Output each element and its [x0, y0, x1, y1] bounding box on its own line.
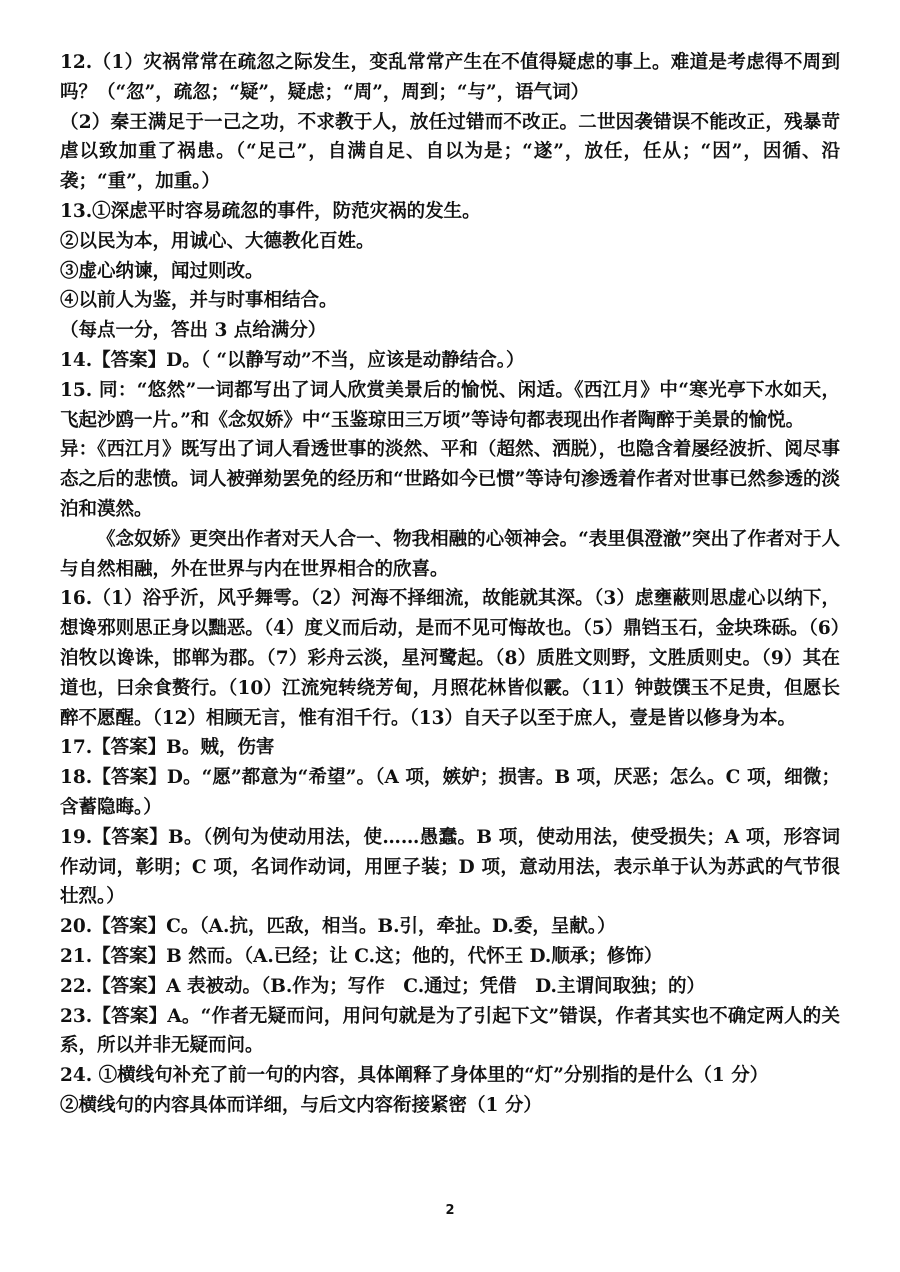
page-number: 2: [445, 1203, 455, 1218]
answer-24-point-1: 24. ①横线句补充了前一句的内容，具体阐释了身体里的“灯”分别指的是什么（1 分）: [60, 1065, 769, 1087]
answer-17: 17.【答案】B。贼，伤害: [60, 737, 275, 759]
answer-13-point-4: ④以前人为鉴，并与时事相结合。: [60, 290, 338, 312]
answer-13-point-2: ②以民为本，用诚心、大德教化百姓。: [60, 230, 375, 252]
answer-15-difference: 异：《西江月》既写出了词人看透世事的淡然、平和（超然、洒脱），也隐含着屡经波折、阅尽事态之后的悲愤。词人被弹劾罢免的经历和“世路如今已惯”等诗句渗透着作者对世事已然参透的淡泊和漠然。: [60, 439, 840, 520]
answer-16: 16.（1）浴乎沂，风乎舞雩。（2）河海不择细流，故能就其深。（3）虑壅蔽则思虚心以纳下，想谗邪则思正身以黜恶。（4）度义而后动，是而不见可悔故也。（5）鼎铛玉石，金块珠砾。（6）洎牧以谗诛，邯郸为郡。（7）彩舟云淡，星河鹭起。（8）质胜文则野，文胜质则史。（9）其在道也，曰余食赘行。（10）江流宛转绕芳甸，月照花林皆似霰。（11）钟鼓馔玉不足贵，但愿长醉不愿醒。（12）相顾无言，惟有泪千行。（13）自天子以至于庶人，壹是皆以修身为本。: [60, 588, 840, 729]
answer-19: 19.【答案】B。（例句为使动用法，使……愚蠢。B 项，使动用法，使受损失；A 项，形容词作动词，彰明；C 项，名词作动词，用匣子装；D 项，意动用法，表示单于认为苏武的气节很壮烈。）: [60, 826, 840, 908]
answer-13-point-1: 13.①深虑平时容易疏忽的事件，防范灾祸的发生。: [60, 200, 481, 222]
answer-20: 20.【答案】C。（A.抗，匹敌，相当。B.引，牵扯。D.委，呈献。）: [60, 916, 616, 938]
answer-12-part-1: 12.（1）灾祸常常在疏忽之际发生，变乱常常产生在不值得疑虑的事上。难道是考虑得不周到吗？（“忽”，疏忽；“疑”，疑虑；“周”，周到；“与”，语气词）: [60, 52, 840, 103]
answer-21: 21.【答案】B 然而。（A.已经；让 C.这；他的，代怀王 D.顺承；修饰）: [60, 945, 663, 967]
answer-23: 23.【答案】A。“作者无疑而问，用问句就是为了引起下文”错误，作者其实也不确定两人的关系，所以并非无疑而问。: [60, 1005, 840, 1057]
answer-key-text: [60, 48, 840, 1121]
answer-13-point-3: ③虚心纳谏，闻过则改。: [60, 260, 264, 282]
answer-14: 14.【答案】D。（ “以静写动”不当，应该是动静结合。）: [60, 349, 525, 371]
answer-18: 18.【答案】D。“愿”都意为“希望”。（A 项，嫉妒；损害。B 项，厌恶；怎么。C 项，细微；含蓄隐晦。）: [60, 767, 840, 818]
answer-22: 22.【答案】A 表被动。（B.作为；写作 C.通过；凭借 D.主谓间取独；的）: [60, 975, 705, 997]
answer-15-niannujiao: 《念奴娇》更突出作者对天人合一、物我相融的心领神会。“表里俱澄澈”突出了作者对于人与自然相融，外在世界与内在世界相合的欣喜。: [60, 528, 840, 580]
answer-15-similarity: 15. 同：“悠然”一词都写出了词人欣赏美景后的愉悦、闲适。《西江月》中“寒光亭下水如天，飞起沙鸥一片。”和《念奴娇》中“玉鉴琼田三万顷”等诗句都表现出作者陶醉于美景的愉悦。: [60, 379, 840, 431]
answer-24-point-2: ②横线句的内容具体而详细，与后文内容衔接紧密（1 分）: [60, 1094, 542, 1116]
answer-12-part-2: （2）秦王满足于一己之功，不求教于人，放任过错而不改正。二世因袭错误不能改正，残暴苛虐以致加重了祸患。（“足己”，自满自足、自以为是；“遂”，放任，任从；“因”，因循、沿袭；“重”，加重。）: [60, 111, 840, 193]
answer-13-scoring-note: （每点一分，答出 3 点给满分）: [60, 320, 327, 342]
